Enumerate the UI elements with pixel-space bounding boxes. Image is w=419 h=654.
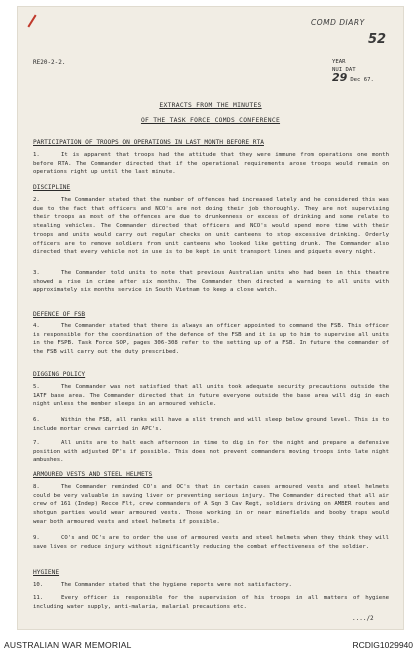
paragraph-text: The Commander stated that there is always an officer appointed to command the FSB. This officer is responsible for the coordination of the defence of the FSB and it is up to him to supervise all units in the FSPB. Task Force SOP, pages 306-308 refer to the setting up of a FSB. In future the commander of the FSB will carry out the duty prescribed.	[33, 323, 389, 356]
document-title: EXTRACTS FROM THE MINUTES	[159, 102, 262, 109]
section-heading-hygiene: HYGIENE	[33, 569, 60, 576]
file-reference: RE20-2-2.	[33, 59, 66, 66]
paragraph-number: 6.	[33, 417, 40, 423]
paragraph-text: Every officer is responsible for the supervision of his troops in all matters of hygiene including water supply, anti-malaria, malarial precautions etc.	[33, 595, 389, 610]
paragraph-number: 2.	[33, 197, 40, 203]
archive-footer	[0, 634, 419, 654]
paragraph-number: 10.	[33, 582, 44, 588]
document-page	[17, 6, 404, 630]
paragraph-text: CO's and OC's are to order the use of armoured vests and steel helmets when they think they will save lives or reduce injury without significantly reducing the combat effectiveness of the soldier.	[33, 535, 389, 550]
paragraph-number: 8.	[33, 484, 40, 490]
date-block	[332, 58, 374, 84]
archive-record-id: RCDIG1029940	[352, 640, 413, 650]
year-value: NUI DAT	[332, 67, 356, 73]
paragraph-text: The Commander reminded CO's and OC's that in certain cases armoured vests and steel helmets could be very valuable in saving liver or preventing serious injury. The Commander directed that all air crew of 161 (Indep) Recce Flt, crew commanders of A Sqn 3 Cav Regt, soldiers driving on AMBER routes and shotgun parties would wear armoured vests. Those working in or near minefields and booby traps would wear both armoured vests and steel helmets if possible.	[33, 484, 389, 525]
paragraph-number: 11.	[33, 595, 44, 601]
paragraph-number: 4.	[33, 323, 40, 329]
paragraph-text: The Commander stated that the hygiene reports were not satisfactory.	[61, 582, 292, 588]
section-heading-participation: PARTICIPATION OF TROOPS ON OPERATIONS IN LAST MONTH BEFORE RTA	[33, 139, 264, 146]
paragraph-number: 1.	[33, 152, 40, 158]
paragraph-text: The Commander stated that the number of offences had increased lately and he considered this was due to the fact that officers and NCO's are not doing their job thoroughly. They are not supervising their troops as most of the offences are due to drunkenness or excess of drinking and some relate to stealing vehicles. The Commander directed that officers and NCO's would spend more time with their troops and units would carry out regular checks on unit canteens to stop excessive drinking. Orderly officers are to remove soldiers from unit canteens who looked like getting drunk. The Commander also directed that every vehicle not in use is to be kept in unit transport lines and piquets every night.	[33, 197, 389, 256]
paragraph-number: 7.	[33, 440, 40, 446]
section-heading-armoured-vests: ARMOURED VESTS AND STEEL HELMETS	[33, 471, 153, 478]
section-heading-defence-of-fsb: DEFENCE OF FSB	[33, 311, 86, 318]
paragraph-text: The Commander was not satisfied that all units took adequate security precautions outside the 1ATF base area. The Commander directed that in future everyone outside the base area will dig in each night unless the member sleeps in an armoured vehicle.	[33, 384, 389, 408]
paragraph-9	[33, 534, 389, 551]
document-subtitle: OF THE TASK FORCE COMDS CONFERENCE	[140, 117, 281, 124]
handwritten-diary-note: COMD DIARY	[311, 18, 365, 27]
paragraph-1	[33, 151, 389, 177]
paragraph-number: 3.	[33, 270, 40, 276]
paragraph-4	[33, 322, 389, 357]
paragraph-6	[33, 416, 389, 433]
continuation-marker: ..../2	[352, 615, 374, 622]
paragraph-7	[33, 439, 389, 465]
red-pencil-mark	[27, 15, 36, 28]
paragraph-5	[33, 383, 389, 409]
paragraph-3	[33, 269, 389, 295]
paragraph-11	[33, 594, 389, 611]
paragraph-number: 5.	[33, 384, 40, 390]
paragraph-8	[33, 483, 389, 527]
year-label: YEAR	[332, 59, 346, 65]
paragraph-text: Within the FSB, all ranks will have a slit trench and will sleep below ground level. This is to include mortar crews carried in APC's.	[33, 417, 389, 432]
paragraph-text: It is apparent that troops had the attitude that they were immune from operations one month before RTA. The Commander directed that if the operational requirements arose troops would remain on operations right up until the last minute.	[33, 152, 389, 176]
handwritten-day: 29	[332, 71, 348, 84]
section-heading-discipline: DISCIPLINE	[33, 184, 71, 191]
paragraph-2	[33, 196, 389, 257]
paragraph-number: 9.	[33, 535, 40, 541]
paragraph-10	[33, 581, 389, 590]
month-year: Dec 67.	[350, 77, 374, 83]
paragraph-text: The Commander told units to note that previous Australian units who had been in this theatre showed a rise in crime after six months. The Commander then directed a warning to all units with approximately six months service in South Vietnam to keep a close watch.	[33, 270, 389, 294]
section-heading-digging-policy: DIGGING POLICY	[33, 371, 86, 378]
archive-name: AUSTRALIAN WAR MEMORIAL	[4, 640, 132, 650]
handwritten-folio-number: 52	[368, 32, 387, 47]
paragraph-text: All units are to halt each afternoon in time to dig in for the night and prepare a defensive position with adjusted DF's if possible. This does not prevent commanders moving troops into late night ambushes.	[33, 440, 389, 464]
